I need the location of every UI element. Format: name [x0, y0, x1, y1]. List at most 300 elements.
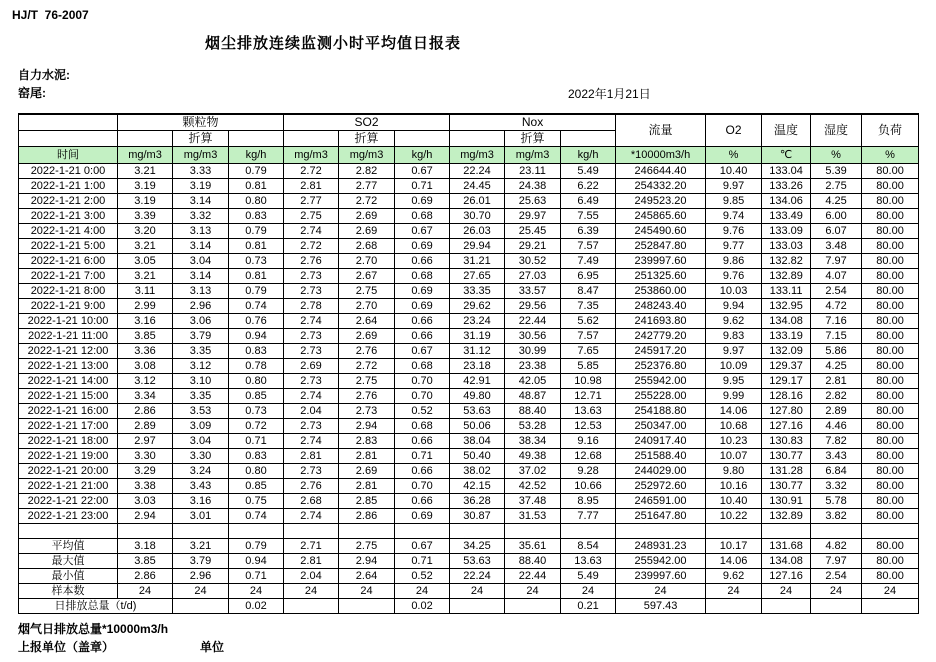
value-cell: 2.81	[284, 554, 339, 569]
value-cell: 2.72	[339, 359, 395, 374]
value-cell: 3.30	[118, 449, 173, 464]
value-cell: 3.21	[173, 539, 229, 554]
time-cell: 2022-1-21 18:00	[19, 434, 118, 449]
value-cell: 3.20	[118, 224, 173, 239]
value-cell: 3.13	[173, 224, 229, 239]
value-cell: 2.74	[284, 314, 339, 329]
table-row	[19, 179, 919, 194]
value-cell: 3.13	[173, 284, 229, 299]
value-cell: 3.19	[118, 179, 173, 194]
value-cell: 239997.60	[616, 569, 706, 584]
value-cell: 5.85	[561, 359, 616, 374]
value-cell: 130.83	[762, 434, 811, 449]
header-empty-cell	[284, 131, 339, 147]
value-cell: 0.21	[561, 599, 616, 614]
value-cell: 0.80	[229, 464, 284, 479]
value-cell: 9.76	[706, 224, 762, 239]
value-cell: 3.05	[118, 254, 173, 269]
table-row	[19, 239, 919, 254]
value-cell: 0.83	[229, 209, 284, 224]
value-cell: 0.80	[229, 194, 284, 209]
value-cell: 2.76	[284, 479, 339, 494]
value-cell: 7.15	[811, 329, 862, 344]
time-cell: 2022-1-21 3:00	[19, 209, 118, 224]
value-cell: 48.87	[505, 389, 561, 404]
value-cell: 7.65	[561, 344, 616, 359]
value-cell: 3.36	[118, 344, 173, 359]
value-cell: 31.21	[450, 254, 505, 269]
header-empty-cell	[118, 131, 173, 147]
value-cell: 2.73	[339, 404, 395, 419]
value-cell: 0.69	[395, 239, 450, 254]
value-cell: 0.71	[395, 449, 450, 464]
value-cell: 2.69	[339, 329, 395, 344]
value-cell: 0.79	[229, 164, 284, 179]
value-cell: 7.49	[561, 254, 616, 269]
value-cell: 4.82	[811, 539, 862, 554]
value-cell: 24	[118, 584, 173, 599]
value-cell: 251325.60	[616, 269, 706, 284]
value-cell: 3.21	[118, 164, 173, 179]
value-cell	[811, 599, 862, 614]
value-cell: 3.29	[118, 464, 173, 479]
value-cell: 3.04	[173, 254, 229, 269]
value-cell: 29.56	[505, 299, 561, 314]
value-cell: 9.83	[706, 329, 762, 344]
value-cell: 245865.60	[616, 209, 706, 224]
value-cell: 130.77	[762, 449, 811, 464]
value-cell: 5.78	[811, 494, 862, 509]
value-cell: 9.77	[706, 239, 762, 254]
time-cell: 2022-1-21 22:00	[19, 494, 118, 509]
value-cell: 239997.60	[616, 254, 706, 269]
value-cell: 0.85	[229, 389, 284, 404]
value-cell: 127.16	[762, 569, 811, 584]
unit-cell: *10000m3/h	[616, 147, 706, 164]
value-cell: 0.85	[229, 479, 284, 494]
value-cell: 0.71	[395, 179, 450, 194]
empty-cell	[706, 524, 762, 539]
value-cell: 132.89	[762, 269, 811, 284]
value-cell: 3.35	[173, 344, 229, 359]
value-cell: 7.82	[811, 434, 862, 449]
value-cell: 42.05	[505, 374, 561, 389]
table-row	[19, 389, 919, 404]
value-cell: 0.83	[229, 344, 284, 359]
table-row	[19, 434, 919, 449]
value-cell: 4.72	[811, 299, 862, 314]
value-cell	[505, 599, 561, 614]
value-cell: 3.34	[118, 389, 173, 404]
value-cell: 127.16	[762, 419, 811, 434]
value-cell: 29.21	[505, 239, 561, 254]
value-cell: 53.63	[450, 404, 505, 419]
value-cell: 9.62	[706, 569, 762, 584]
value-cell: 130.91	[762, 494, 811, 509]
unit-cell: %	[862, 147, 919, 164]
value-cell: 0.79	[229, 539, 284, 554]
value-cell: 24	[395, 584, 450, 599]
empty-cell	[862, 524, 919, 539]
value-cell: 2.68	[284, 494, 339, 509]
value-cell: 131.68	[762, 539, 811, 554]
value-cell: 4.25	[811, 359, 862, 374]
value-cell: 9.16	[561, 434, 616, 449]
value-cell: 10.40	[706, 164, 762, 179]
value-cell: 3.82	[811, 509, 862, 524]
value-cell: 0.69	[395, 299, 450, 314]
header-group-so2: SO2	[284, 114, 450, 131]
value-cell: 3.21	[118, 239, 173, 254]
value-cell: 2.73	[284, 464, 339, 479]
value-cell: 88.40	[505, 554, 561, 569]
value-cell: 10.68	[706, 419, 762, 434]
value-cell: 0.69	[395, 284, 450, 299]
value-cell: 26.03	[450, 224, 505, 239]
value-cell: 255228.00	[616, 389, 706, 404]
value-cell: 2.77	[284, 194, 339, 209]
header-empty-cell	[19, 114, 118, 131]
value-cell: 10.17	[706, 539, 762, 554]
value-cell: 2.73	[284, 329, 339, 344]
value-cell: 31.19	[450, 329, 505, 344]
value-cell: 42.52	[505, 479, 561, 494]
value-cell: 2.69	[339, 209, 395, 224]
header-row-groups	[19, 114, 919, 131]
table-row	[19, 404, 919, 419]
value-cell: 0.74	[229, 509, 284, 524]
value-cell: 2.71	[284, 539, 339, 554]
value-cell: 255942.00	[616, 374, 706, 389]
value-cell: 9.80	[706, 464, 762, 479]
value-cell: 2.89	[118, 419, 173, 434]
value-cell: 2.74	[284, 434, 339, 449]
value-cell: 80.00	[862, 224, 919, 239]
value-cell: 3.04	[173, 434, 229, 449]
value-cell: 5.86	[811, 344, 862, 359]
value-cell: 9.85	[706, 194, 762, 209]
value-cell: 3.30	[173, 449, 229, 464]
value-cell: 3.06	[173, 314, 229, 329]
value-cell: 29.97	[505, 209, 561, 224]
empty-cell	[561, 524, 616, 539]
value-cell: 2.77	[339, 179, 395, 194]
value-cell: 0.73	[229, 254, 284, 269]
unit-cell: mg/m3	[505, 147, 561, 164]
table-row	[19, 374, 919, 389]
value-cell: 14.06	[706, 554, 762, 569]
value-cell: 2.86	[118, 569, 173, 584]
value-cell: 129.17	[762, 374, 811, 389]
value-cell: 30.56	[505, 329, 561, 344]
value-cell: 2.89	[811, 404, 862, 419]
value-cell: 249523.20	[616, 194, 706, 209]
value-cell: 23.18	[450, 359, 505, 374]
value-cell: 252376.80	[616, 359, 706, 374]
value-cell: 246644.40	[616, 164, 706, 179]
table-row	[19, 164, 919, 179]
value-cell: 246591.00	[616, 494, 706, 509]
value-cell: 2.75	[339, 539, 395, 554]
value-cell: 2.73	[284, 419, 339, 434]
value-cell: 0.70	[395, 479, 450, 494]
value-cell: 3.43	[173, 479, 229, 494]
value-cell: 10.98	[561, 374, 616, 389]
value-cell: 0.70	[395, 389, 450, 404]
table-row	[19, 254, 919, 269]
value-cell: 9.76	[706, 269, 762, 284]
value-cell: 80.00	[862, 209, 919, 224]
value-cell: 9.62	[706, 314, 762, 329]
value-cell: 35.61	[505, 539, 561, 554]
table-row	[19, 494, 919, 509]
empty-cell	[284, 524, 339, 539]
value-cell: 2.69	[339, 224, 395, 239]
value-cell: 3.14	[173, 269, 229, 284]
value-cell: 7.57	[561, 239, 616, 254]
time-cell: 2022-1-21 11:00	[19, 329, 118, 344]
value-cell: 597.43	[616, 599, 706, 614]
value-cell: 2.73	[284, 344, 339, 359]
value-cell: 0.52	[395, 569, 450, 584]
page-title: 烟尘排放连续监测小时平均值日报表	[205, 35, 462, 52]
value-cell: 0.68	[395, 269, 450, 284]
time-cell: 2022-1-21 5:00	[19, 239, 118, 254]
value-cell: 131.28	[762, 464, 811, 479]
value-cell: 37.02	[505, 464, 561, 479]
value-cell: 9.99	[706, 389, 762, 404]
table-row	[19, 314, 919, 329]
table-row	[19, 509, 919, 524]
value-cell: 2.69	[339, 464, 395, 479]
unit-cell: mg/m3	[173, 147, 229, 164]
value-cell: 241693.80	[616, 314, 706, 329]
value-cell: 12.53	[561, 419, 616, 434]
value-cell: 2.73	[284, 374, 339, 389]
value-cell: 0.71	[229, 434, 284, 449]
value-cell: 80.00	[862, 569, 919, 584]
value-cell: 6.49	[561, 194, 616, 209]
value-cell: 27.03	[505, 269, 561, 284]
summary-row	[19, 539, 919, 554]
value-cell: 24	[762, 584, 811, 599]
value-cell: 10.03	[706, 284, 762, 299]
time-cell: 2022-1-21 4:00	[19, 224, 118, 239]
time-cell: 2022-1-21 2:00	[19, 194, 118, 209]
value-cell: 0.72	[229, 419, 284, 434]
value-cell: 3.33	[173, 164, 229, 179]
value-cell: 3.32	[811, 479, 862, 494]
value-cell: 2.81	[811, 374, 862, 389]
value-cell: 245917.20	[616, 344, 706, 359]
value-cell: 80.00	[862, 314, 919, 329]
value-cell: 0.69	[395, 194, 450, 209]
value-cell: 80.00	[862, 419, 919, 434]
value-cell: 36.28	[450, 494, 505, 509]
value-cell: 5.39	[811, 164, 862, 179]
value-cell: 31.12	[450, 344, 505, 359]
value-cell: 50.40	[450, 449, 505, 464]
value-cell: 7.97	[811, 554, 862, 569]
value-cell: 128.16	[762, 389, 811, 404]
value-cell: 2.85	[339, 494, 395, 509]
table-row	[19, 224, 919, 239]
value-cell: 23.38	[505, 359, 561, 374]
value-cell: 2.74	[284, 389, 339, 404]
value-cell: 2.74	[284, 224, 339, 239]
value-cell: 2.64	[339, 569, 395, 584]
value-cell: 0.66	[395, 254, 450, 269]
value-cell: 2.75	[811, 179, 862, 194]
value-cell: 134.08	[762, 314, 811, 329]
value-cell: 254188.80	[616, 404, 706, 419]
site-label: 窑尾:	[18, 86, 46, 100]
unit-cell: %	[811, 147, 862, 164]
value-cell: 2.96	[173, 569, 229, 584]
value-cell	[173, 599, 229, 614]
unit-cell: mg/m3	[339, 147, 395, 164]
value-cell: 9.97	[706, 344, 762, 359]
value-cell: 6.22	[561, 179, 616, 194]
value-cell: 0.83	[229, 449, 284, 464]
table-row	[19, 299, 919, 314]
time-cell: 2022-1-21 16:00	[19, 404, 118, 419]
table-row	[19, 284, 919, 299]
value-cell: 29.62	[450, 299, 505, 314]
value-cell: 0.66	[395, 494, 450, 509]
unit-cell: kg/h	[229, 147, 284, 164]
value-cell: 0.71	[229, 569, 284, 584]
value-cell: 134.08	[762, 554, 811, 569]
value-cell: 0.02	[395, 599, 450, 614]
value-cell: 0.74	[229, 299, 284, 314]
value-cell: 2.04	[284, 404, 339, 419]
summary-label-cell: 最大值	[19, 554, 118, 569]
value-cell: 3.85	[118, 329, 173, 344]
value-cell: 27.65	[450, 269, 505, 284]
empty-cell	[118, 524, 173, 539]
value-cell: 2.94	[339, 554, 395, 569]
time-cell: 2022-1-21 21:00	[19, 479, 118, 494]
value-cell: 0.69	[395, 509, 450, 524]
value-cell: 49.80	[450, 389, 505, 404]
value-cell: 22.44	[505, 569, 561, 584]
value-cell: 24	[505, 584, 561, 599]
header-converted-so2: 折算	[339, 131, 395, 147]
value-cell: 50.06	[450, 419, 505, 434]
value-cell: 3.32	[173, 209, 229, 224]
value-cell: 26.01	[450, 194, 505, 209]
unit-cell: kg/h	[395, 147, 450, 164]
value-cell: 253860.00	[616, 284, 706, 299]
value-cell: 10.07	[706, 449, 762, 464]
value-cell: 2.72	[284, 164, 339, 179]
time-cell: 2022-1-21 1:00	[19, 179, 118, 194]
value-cell: 24	[339, 584, 395, 599]
value-cell: 2.82	[811, 389, 862, 404]
value-cell: 80.00	[862, 389, 919, 404]
value-cell: 10.16	[706, 479, 762, 494]
unit-cell: mg/m3	[118, 147, 173, 164]
unit-cell: ℃	[762, 147, 811, 164]
value-cell: 5.62	[561, 314, 616, 329]
value-cell: 244029.00	[616, 464, 706, 479]
time-cell: 2022-1-21 10:00	[19, 314, 118, 329]
value-cell: 10.40	[706, 494, 762, 509]
value-cell: 24	[284, 584, 339, 599]
value-cell	[862, 599, 919, 614]
value-cell: 25.45	[505, 224, 561, 239]
empty-cell	[173, 524, 229, 539]
value-cell: 2.04	[284, 569, 339, 584]
value-cell: 37.48	[505, 494, 561, 509]
table-body	[19, 164, 919, 614]
value-cell: 3.38	[118, 479, 173, 494]
header-time: 时间	[19, 147, 118, 164]
value-cell: 80.00	[862, 299, 919, 314]
value-cell: 0.68	[395, 359, 450, 374]
value-cell: 2.74	[284, 509, 339, 524]
time-cell: 2022-1-21 0:00	[19, 164, 118, 179]
value-cell: 80.00	[862, 479, 919, 494]
value-cell: 24.38	[505, 179, 561, 194]
value-cell: 80.00	[862, 179, 919, 194]
value-cell: 127.80	[762, 404, 811, 419]
doc-standard-code: HJ/T 76-2007	[12, 8, 89, 22]
value-cell: 0.02	[229, 599, 284, 614]
value-cell: 24	[561, 584, 616, 599]
time-cell: 2022-1-21 14:00	[19, 374, 118, 389]
value-cell: 3.19	[173, 179, 229, 194]
value-cell: 3.19	[118, 194, 173, 209]
value-cell: 254332.20	[616, 179, 706, 194]
value-cell: 0.67	[395, 539, 450, 554]
value-cell: 2.76	[339, 344, 395, 359]
value-cell: 3.35	[173, 389, 229, 404]
value-cell: 13.63	[561, 404, 616, 419]
value-cell: 10.66	[561, 479, 616, 494]
value-cell: 80.00	[862, 509, 919, 524]
value-cell: 80.00	[862, 359, 919, 374]
value-cell: 132.82	[762, 254, 811, 269]
value-cell: 9.94	[706, 299, 762, 314]
value-cell	[284, 599, 339, 614]
empty-cell	[450, 524, 505, 539]
summary-row	[19, 584, 919, 599]
value-cell	[339, 599, 395, 614]
value-cell: 5.49	[561, 164, 616, 179]
value-cell: 0.67	[395, 344, 450, 359]
value-cell: 9.28	[561, 464, 616, 479]
value-cell: 3.08	[118, 359, 173, 374]
value-cell: 80.00	[862, 284, 919, 299]
company-label: 自力水泥:	[18, 68, 70, 82]
value-cell: 10.23	[706, 434, 762, 449]
value-cell: 25.63	[505, 194, 561, 209]
value-cell: 0.81	[229, 179, 284, 194]
value-cell: 3.01	[173, 509, 229, 524]
value-cell: 0.94	[229, 329, 284, 344]
value-cell: 30.52	[505, 254, 561, 269]
value-cell: 10.09	[706, 359, 762, 374]
value-cell: 0.66	[395, 464, 450, 479]
value-cell: 80.00	[862, 329, 919, 344]
value-cell: 3.16	[173, 494, 229, 509]
value-cell: 2.96	[173, 299, 229, 314]
value-cell: 0.68	[395, 419, 450, 434]
daily-total-row	[19, 599, 919, 614]
table-row	[19, 329, 919, 344]
